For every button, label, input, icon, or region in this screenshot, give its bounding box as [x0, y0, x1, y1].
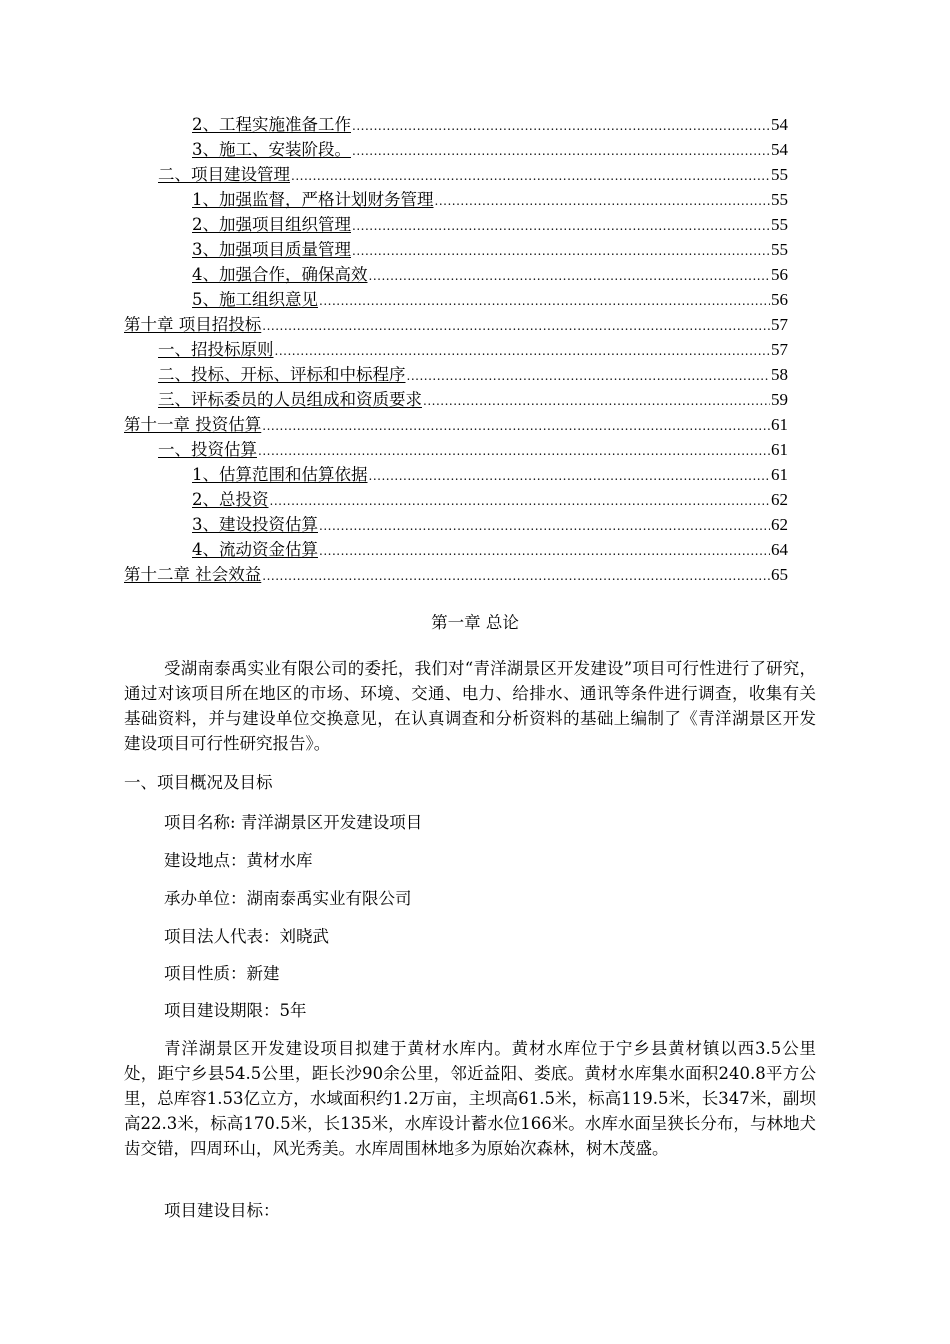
- toc-entry[interactable]: [124, 312, 788, 337]
- toc-entry[interactable]: [124, 137, 788, 162]
- toc-dot-leader: [352, 214, 770, 239]
- toc-page-number: 58: [771, 365, 788, 384]
- toc-page-number: 56: [771, 265, 788, 284]
- toc-page-number: 56: [771, 290, 788, 309]
- toc-entry-label: 1、估算范围和估算依据: [192, 465, 368, 484]
- toc-page-number: 62: [771, 515, 788, 534]
- toc-page-number: 55: [771, 190, 788, 209]
- toc-page-number: 57: [771, 315, 788, 334]
- chapter-title: 第一章 总论: [431, 613, 519, 632]
- toc-page-number: 65: [771, 565, 788, 584]
- legal-representative-field: 项目法人代表：刘晓武: [164, 927, 329, 946]
- toc-entry-label: 3、施工、安装阶段。: [192, 140, 351, 159]
- toc-dot-leader: [319, 539, 770, 564]
- toc-entry[interactable]: [124, 187, 788, 212]
- toc-entry[interactable]: [124, 162, 788, 187]
- toc-entry-label: 2、总投资: [192, 490, 269, 509]
- toc-dot-leader: [270, 489, 771, 514]
- toc-entry-label: 3、加强项目质量管理: [192, 240, 351, 259]
- project-description-paragraph: 青洋湖景区开发建设项目拟建于黄材水库内。黄材水库位于宁乡县黄材镇以西3.5公里处，距宁乡县54.5公里，距长沙90余公里，邻近益阳、娄底。黄材水库集水面积240.8平方公里，总库容1.53亿立方，水域面积约1.2万亩，主坝高61.5米，标高119.5米，长347米，副坝高22.3米，标高170.5米，长135米，水库设计蓄水位166米。水库水面呈狭长分布，与林地犬齿交错，四周环山，风光秀美。水库周围林地多为原始次森林，树木茂盛。: [124, 1039, 816, 1158]
- toc-dot-leader: [435, 189, 771, 214]
- toc-entry-label: 4、流动资金估算: [192, 540, 318, 559]
- toc-dot-leader: [258, 439, 770, 464]
- toc-entry[interactable]: [124, 362, 788, 387]
- project-nature-field: 项目性质：新建: [164, 964, 280, 983]
- toc-page-number: 55: [771, 240, 788, 259]
- table-of-contents: [124, 112, 788, 587]
- toc-page-number: 62: [771, 490, 788, 509]
- toc-dot-leader: [262, 314, 770, 339]
- toc-dot-leader: [352, 114, 770, 139]
- toc-entry-label: 第十二章 社会效益: [124, 565, 262, 584]
- project-goal-heading: 项目建设目标：: [164, 1201, 280, 1220]
- toc-dot-leader: [262, 564, 770, 589]
- toc-entry[interactable]: [124, 237, 788, 262]
- toc-page-number: 55: [771, 215, 788, 234]
- toc-entry[interactable]: [124, 437, 788, 462]
- toc-dot-leader: [369, 264, 771, 289]
- toc-entry[interactable]: [124, 337, 788, 362]
- toc-entry[interactable]: [124, 512, 788, 537]
- toc-dot-leader: [319, 514, 770, 539]
- toc-page-number: 54: [771, 115, 788, 134]
- toc-entry[interactable]: [124, 562, 788, 587]
- toc-entry[interactable]: [124, 487, 788, 512]
- toc-entry-label: 1、加强监督，严格计划财务管理: [192, 190, 434, 209]
- toc-page-number: 57: [771, 340, 788, 359]
- intro-paragraph: 受湖南泰禹实业有限公司的委托，我们对“青洋湖景区开发建设”项目可行性进行了研究，通过对该项目所在地区的市场、环境、交通、电力、给排水、通讯等条件进行调查，收集有关基础资料，并与建设单位交换意见，在认真调查和分析资料的基础上编制了《青洋湖景区开发建设项目可行性研究报告》。: [124, 659, 816, 753]
- toc-entry-label: 4、加强合作，确保高效: [192, 265, 368, 284]
- toc-dot-leader: [369, 464, 771, 489]
- toc-dot-leader: [262, 414, 770, 439]
- toc-entry-label: 2、工程实施准备工作: [192, 115, 351, 134]
- toc-dot-leader: [423, 389, 770, 414]
- toc-dot-leader: [352, 239, 770, 264]
- toc-dot-leader: [319, 289, 770, 314]
- toc-page-number: 64: [771, 540, 788, 559]
- toc-entry[interactable]: [124, 112, 788, 137]
- toc-entry[interactable]: [124, 212, 788, 237]
- toc-entry[interactable]: [124, 462, 788, 487]
- toc-page-number: 61: [771, 440, 788, 459]
- toc-entry-label: 二、投标、开标、评标和中标程序: [158, 365, 406, 384]
- toc-dot-leader: [275, 339, 771, 364]
- toc-entry-label: 第十章 项目招投标: [124, 315, 262, 334]
- toc-entry-label: 二、项目建设管理: [158, 165, 290, 184]
- toc-page-number: 54: [771, 140, 788, 159]
- toc-entry[interactable]: [124, 412, 788, 437]
- toc-entry[interactable]: [124, 287, 788, 312]
- toc-entry-label: 一、投资估算: [158, 440, 257, 459]
- toc-dot-leader: [352, 139, 770, 164]
- toc-entry-label: 3、建设投资估算: [192, 515, 318, 534]
- toc-dot-leader: [291, 164, 770, 189]
- toc-entry-label: 5、施工组织意见: [192, 290, 318, 309]
- toc-page-number: 59: [771, 390, 788, 409]
- toc-page-number: 61: [771, 465, 788, 484]
- construction-site-field: 建设地点：黄材水库: [164, 851, 313, 870]
- toc-entry-label: 第十一章 投资估算: [124, 415, 262, 434]
- toc-entry[interactable]: [124, 262, 788, 287]
- toc-dot-leader: [407, 364, 771, 389]
- construction-period-field: 项目建设期限：5年: [164, 1001, 307, 1020]
- toc-entry-label: 三、评标委员的人员组成和资质要求: [158, 390, 422, 409]
- section-heading: 一、项目概况及目标: [124, 773, 273, 792]
- toc-page-number: 55: [771, 165, 788, 184]
- toc-entry-label: 2、加强项目组织管理: [192, 215, 351, 234]
- project-name-field: 项目名称: 青洋湖景区开发建设项目: [164, 813, 423, 832]
- toc-entry-label: 一、招投标原则: [158, 340, 274, 359]
- toc-entry[interactable]: [124, 537, 788, 562]
- toc-entry[interactable]: [124, 387, 788, 412]
- undertaker-field: 承办单位：湖南泰禹实业有限公司: [164, 889, 412, 908]
- toc-page-number: 61: [771, 415, 788, 434]
